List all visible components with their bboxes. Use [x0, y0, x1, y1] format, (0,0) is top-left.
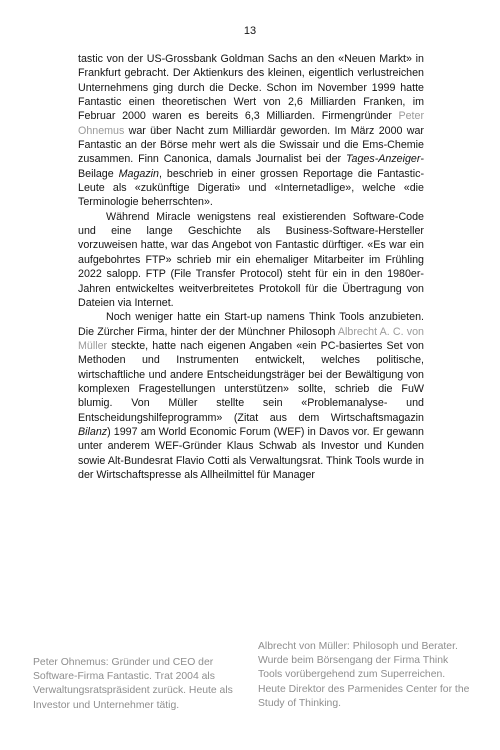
- text-segment: steckte, hatte nach eigenen Angaben «ein PC-basiertes Set von Methoden und Instrumenten entwickelt, welches politische, wirtschaftliche und andere Entscheidungsträger bei der Bewältigung von komplexen Fragestellungen unterstützen» sollte, schrieb die FuW blumig. Von Müller stellte sein «Problemanalyse- und Entscheidungshilfeprogramm» (Zitat aus dem Wirtschaftsmagazin: [78, 339, 424, 424]
- text-segment: , beschrieb in einer grossen Reportage die Fantastic-Leute als «zukünftige Digerati» und «Internetadlige», welche «die Terminologie beherrschten».: [78, 167, 425, 209]
- text-segment: -Beilage: [78, 153, 424, 180]
- person-name-albrecht-von-mueller: Albrecht A. C. von Müller: [78, 325, 424, 352]
- paragraph-1: [78, 52, 424, 210]
- text-segment: tastic von der US-Grossbank Goldman Sachs an den «Neuen Markt» in Frankfurt gebracht. Der Aktienkurs des kleinen, eigentlich verlustreichen Unternehmens ging durch die Decke. Schon im November 1999 hatte Fantastic einen theoretischen Wert von 2,6 Milliarden Franken, im Februar 2000 waren es bereits 6,3 Milliarden. Firmengründer: [78, 53, 424, 123]
- text-segment: ) 1997 am World Economic Forum (WEF) in Davos vor. Er gewann unter anderem WEF-Gründer Klaus Schwab als Investor und Kunden sowie Alt-Bundesrat Flavio Cotti als Verwaltungsrat. Think Tools wurde in der Wirtschaftspresse als Allheilmittel für Manager: [78, 425, 424, 481]
- text-segment: Während Miracle wenigstens real existierenden Software-Code und eine lange Geschichte als Business-Software-Hersteller vorzuweisen hatte, war das Angebot von Fantastic dürftiger. «Es war ein aufgebohrtes FTP» schrieb mir ein ehemaliger Mitarbeiter im Frühling 2022 salopp. FTP (File Transfer Protocol) steht für ein in den 1980er-Jahren entwickeltes weitverbreitetes Protokoll für die Übertragung von Dateien via Internet.: [78, 210, 424, 309]
- paragraph-2: [78, 210, 424, 310]
- paragraph-3: [78, 310, 424, 482]
- publication-title-bilanz: Bilanz: [78, 425, 108, 438]
- text-segment: war über Nacht zum Milliardär geworden. Im März 2000 war Fantastic an der Börse mehr wert als die Swissair und die Ems-Chemie zusammen. Finn Canonica, damals Journalist bei der: [78, 124, 424, 166]
- main-text: [78, 52, 424, 482]
- person-name-peter-ohnemus: Peter Ohnemus: [78, 110, 424, 137]
- text-segment: Noch weniger hatte ein Start-up namens Think Tools anzubieten. Die Zürcher Firma, hinter der der Münchner Philosoph: [78, 311, 424, 338]
- publication-title-magazin: Magazin: [118, 167, 159, 180]
- page-number: 13: [243, 25, 257, 37]
- publication-title-tages-anzeiger: Tages-Anzeiger: [345, 153, 421, 166]
- footnote-albrecht-von-mueller: Albrecht von Müller: Philosoph und Berater. Wurde beim Börsengang der Firma Think Tools vorübergehend zum Superreichen. Heute Direktor des Parmenides Center for the Study of Thinking.: [258, 641, 470, 709]
- footnote-peter-ohnemus: Peter Ohnemus: Gründer und CEO der Software-Firma Fantastic. Trat 2004 als Verwaltungsratspräsident zurück. Heute als Investor und Unternehmer tätig.: [33, 657, 233, 711]
